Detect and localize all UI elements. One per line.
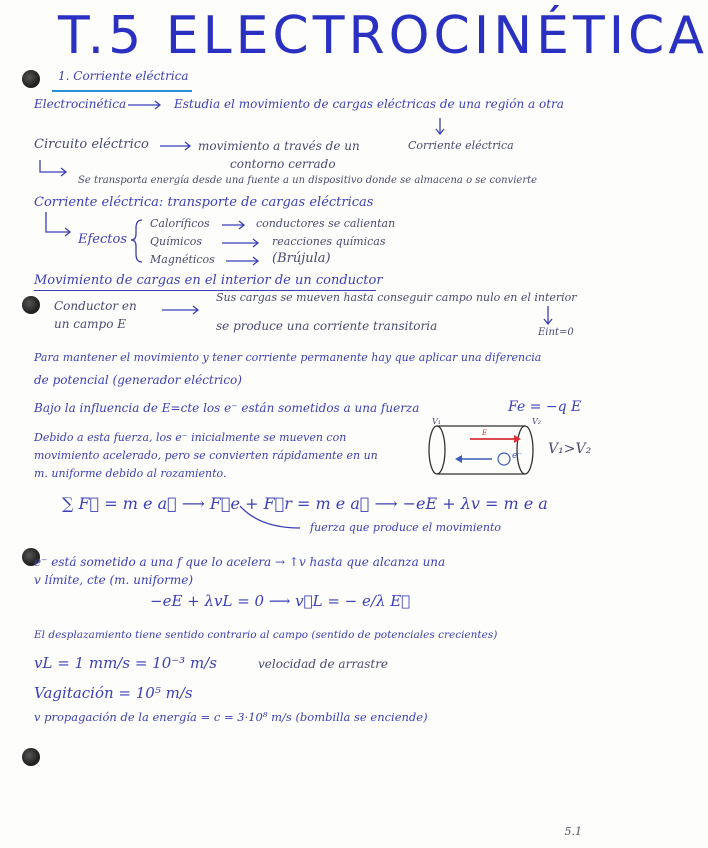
- effect-name: Químicos: [150, 235, 202, 248]
- effect-name: Magnéticos: [150, 253, 215, 266]
- text-potencial: de potencial (generador eléctrico): [34, 373, 242, 387]
- label-efectos: Efectos: [78, 232, 127, 247]
- section-heading-movimiento: Movimiento de cargas en el interior de un conductor: [34, 273, 383, 288]
- text-desplazamiento: El desplazamiento tiene sentido contrario al campo (sentido de potenciales crecientes): [34, 629, 498, 641]
- term-circuito: Circuito eléctrico: [34, 137, 149, 152]
- def-circuito-2: contorno cerrado: [230, 157, 336, 171]
- def-corriente-electrica: Corriente eléctrica: transporte de cargas eléctricas: [34, 195, 374, 210]
- text-campo: un campo E: [54, 317, 127, 331]
- effect-result: conductores se calientan: [256, 217, 396, 230]
- term-electrocinetica: Electrocinética: [34, 97, 127, 111]
- section-heading-corriente: 1. Corriente eléctrica: [58, 69, 189, 83]
- text-debido-3: m. uniforme debido al rozamiento.: [34, 467, 227, 480]
- equation-newton: ∑ F⃗ = m e a⃗ ⟶ F⃗e + F⃗r = m e a⃗ ⟶ −eE + λv = m e a: [62, 494, 548, 513]
- figure-e-label: E: [482, 429, 488, 437]
- text-debido-2: movimiento acelerado, pero se convierten rápidamente en un: [34, 449, 378, 462]
- value-vpropagacion: v propagación de la energía = c = 3·10⁸ m/s (bombilla se enciende): [34, 710, 428, 724]
- text-transporta: Se transporta energía desde una fuente a un dispositivo donde se almacena o se convierte: [78, 175, 538, 186]
- text-conductor: Conductor en: [54, 299, 137, 313]
- term-corriente-electrica: Corriente eléctrica: [408, 139, 514, 152]
- figure-electron-label: e⁻: [512, 451, 523, 461]
- equation-note: fuerza que produce el movimiento: [310, 521, 502, 534]
- text-vlimite: v límite, cte (m. uniforme): [34, 573, 194, 587]
- text-debido-1: Debido a esta fuerza, los e⁻ inicialmente se mueven con: [34, 431, 347, 444]
- text-transitoria: se produce una corriente transitoria: [216, 319, 438, 333]
- text-sus-cargas: Sus cargas se mueven hasta conseguir campo nulo en el interior: [216, 291, 577, 304]
- def-electrocinetica: Estudia el movimiento de cargas eléctricas de una región a otra: [174, 97, 564, 111]
- figure-v2: V₂: [532, 417, 541, 426]
- def-circuito: movimiento a través de un: [198, 139, 360, 153]
- text-bajo-influencia: Bajo la influencia de E=cte los e⁻ están sometidos a una fuerza: [34, 401, 420, 415]
- text-para-mantener: Para mantener el movimiento y tener corriente permanente hay que aplicar una diferencia: [34, 351, 542, 364]
- effect-result: reacciones químicas: [272, 235, 386, 248]
- figure-v1: V₁: [432, 417, 441, 426]
- equation-vl: −eE + λvL = 0 ⟶ v⃗L = − e/λ E⃗: [150, 592, 411, 610]
- value-vagitacion: Vagitación = 10⁵ m/s: [34, 684, 193, 702]
- effect-name: Caloríficos: [150, 217, 210, 230]
- effect-result: (Brújula): [272, 251, 331, 266]
- page-title: T.5 ELECTROCINÉTICA: [58, 6, 708, 66]
- page-number: 5.1: [564, 825, 582, 838]
- text-eint: Eint=0: [538, 327, 574, 338]
- formula-fe: Fe = −q E: [508, 399, 582, 415]
- text-esta-sometido: e⁻ está sometido a una f que lo acelera → ↑v hasta que alcanza una: [34, 555, 446, 569]
- value-vl: vL = 1 mm/s = 10⁻³ m/s: [34, 654, 217, 672]
- figure-condition: V₁>V₂: [548, 441, 592, 457]
- label-arrastre: velocidad de arrastre: [258, 657, 389, 671]
